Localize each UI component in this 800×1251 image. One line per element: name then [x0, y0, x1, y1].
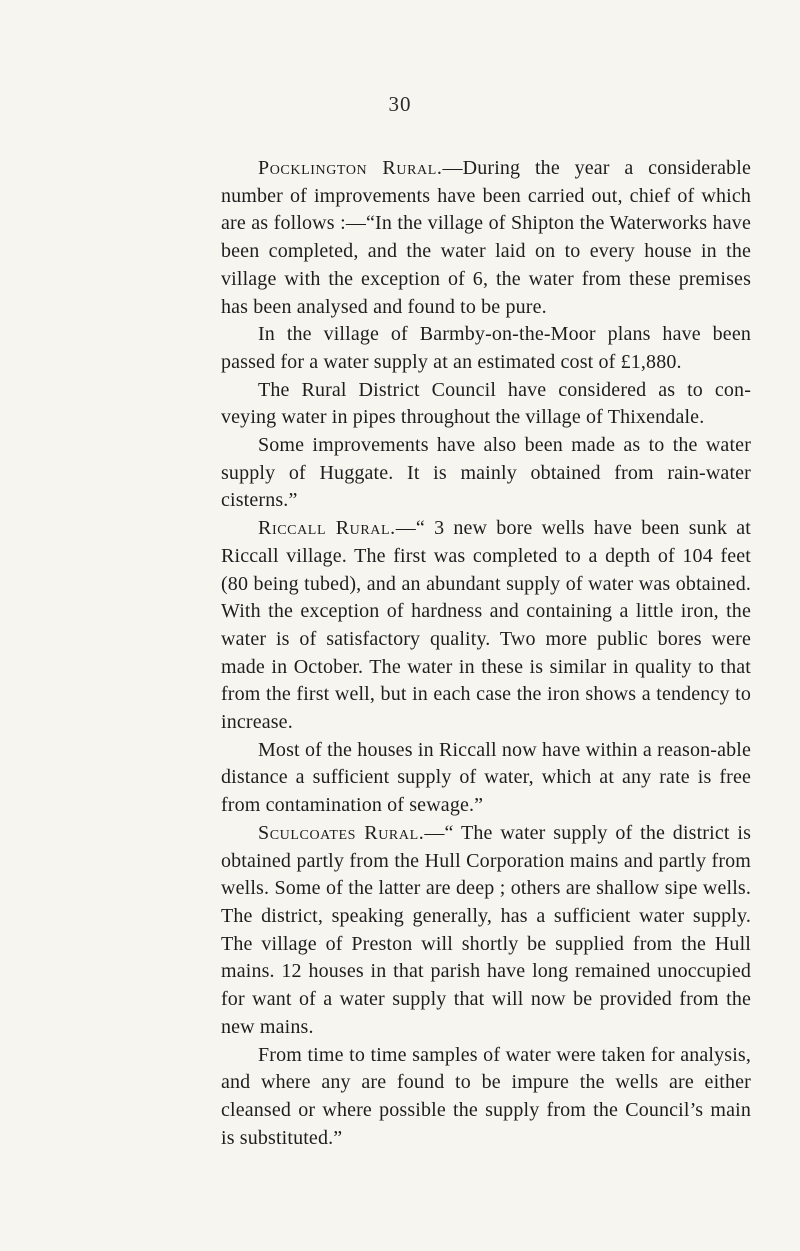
- pocklington-text-1: —During the year a considerable number of improvements have been carried out, chief of which are as follows :—“In the village of Shipton the Waterworks have been completed, and the water laid on to every house in the village with the exception of 6, the water from these premises has been analysed and found to be pure.: [221, 157, 751, 318]
- pocklington-heading: Pocklington Rural.: [258, 157, 443, 179]
- page-number: 30: [388, 92, 412, 116]
- sculcoates-heading: Sculcoates Rural.: [258, 821, 425, 844]
- riccall-paragraph-1: [221, 515, 751, 737]
- pocklington-paragraph-3: The Rural District Council have considered as to con-veying water in pipes throughout the village of Thixendale.: [221, 378, 751, 429]
- sculcoates-paragraph-2: From time to time samples of water were taken for analysis, and where any are found to be impure the wells are either cleansed or where possible the supply from the Council’s main is substituted.”: [221, 1043, 751, 1149]
- pocklington-paragraph-1: [221, 155, 751, 321]
- riccall-heading: Riccall Rural.: [258, 517, 396, 540]
- riccall-paragraph-2: Most of the houses in Riccall now have within a reason-able distance a sufficient supply of water, which at any rate is free from contamination of sewage.”: [221, 738, 751, 817]
- pocklington-paragraph-4: Some improvements have also been made as to the water supply of Huggate. It is mainly obtained from rain-water cisterns.”: [221, 434, 751, 512]
- riccall-text-1: —“ 3 new bore wells have been sunk at Riccall village. The first was completed to a depth of 104 feet (80 being tubed), and an abundant supply of water was obtained. With the exception of hardness and containing a little iron, the water is of satisfactory quality. Two more public bores were made in October. The water in these is similar in quality to that from the first well, but in each case the iron shows a tendency to increase.: [221, 517, 751, 734]
- sculcoates-text-1: —“ The water supply of the district is obtained partly from the Hull Corporation mains and partly from wells. Some of the latter are deep ; others are shallow sipe wells. The district, speaking generally, has a sufficient water supply. The village of Preston will shortly be supplied from the Hull mains. 12 houses in that parish have long remained unoccupied for want of a water supply that will now be provided from the new mains.: [221, 821, 752, 1038]
- document-body: [221, 155, 751, 1152]
- pocklington-paragraph-2: In the village of Barmby-on-the-Moor plans have been passed for a water supply at an estimated cost of £1,880.: [221, 323, 751, 373]
- sculcoates-paragraph-1: [221, 820, 751, 1042]
